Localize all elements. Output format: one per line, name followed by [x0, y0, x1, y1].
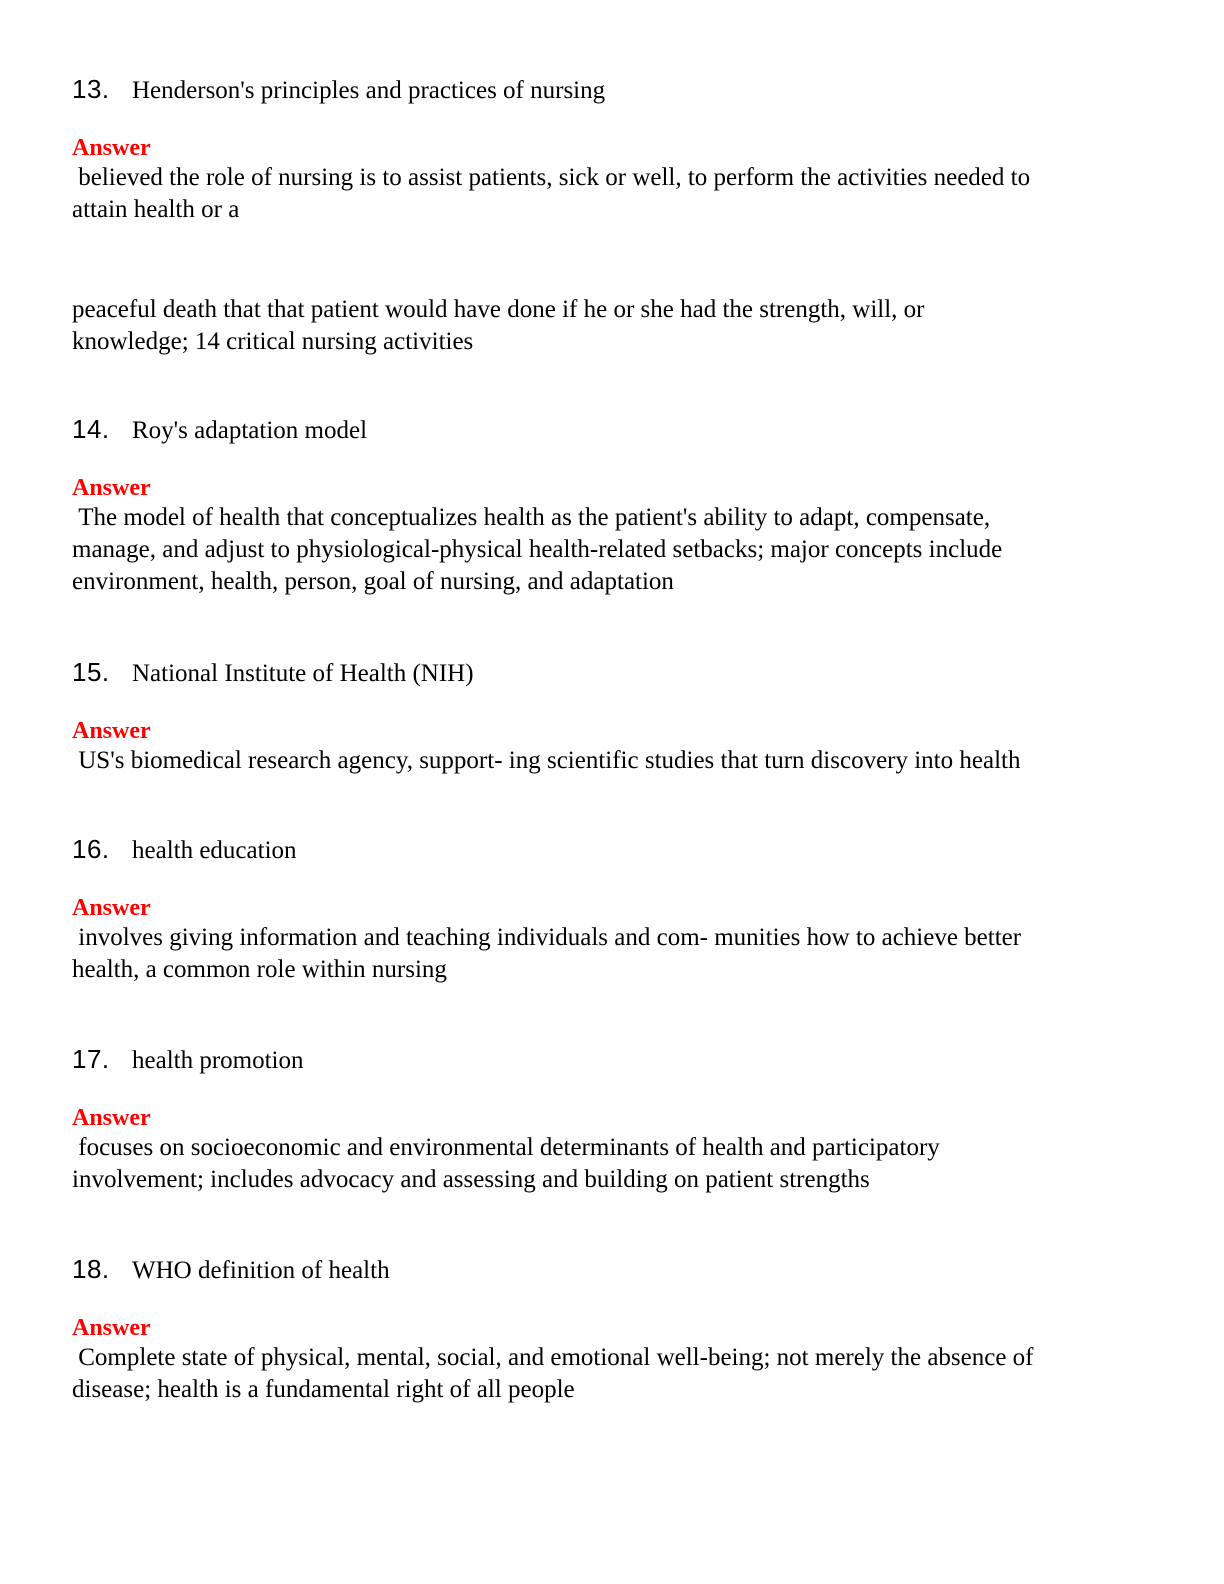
answer-label: Answer — [72, 1105, 151, 1131]
question-term: WHO definition of health — [132, 1257, 390, 1284]
question-header — [72, 834, 1152, 868]
answer-label: Answer — [72, 135, 151, 161]
question-header — [72, 1044, 1152, 1078]
answer-text-continued: peaceful death that that patient would have done if he or she had the strength, will, or knowledge; 14 critical nursing activities — [72, 296, 925, 355]
question-block-18 — [72, 1254, 1152, 1406]
question-block-15 — [72, 657, 1152, 777]
question-number: 18. — [72, 1254, 110, 1284]
answer-label: Answer — [72, 475, 151, 501]
answer-text: Complete state of physical, mental, social, and emotional well-being; not merely the absence of disease; health is a fundamental right of all people — [72, 1344, 1034, 1403]
question-term: health promotion — [132, 1047, 304, 1074]
answer-text: involves giving information and teaching individuals and com- munities how to achieve better health, a common role within nursing — [72, 924, 1022, 983]
question-header — [72, 414, 1152, 448]
question-term: Roy's adaptation model — [132, 417, 368, 444]
question-block-17 — [72, 1044, 1152, 1196]
question-block-13 — [72, 74, 1152, 358]
question-header — [72, 74, 1152, 108]
question-term: health education — [132, 837, 297, 864]
answer-label: Answer — [72, 1315, 151, 1341]
question-term: Henderson's principles and practices of nursing — [132, 77, 606, 104]
answer-text: US's biomedical research agency, support- ing scientific studies that turn discovery into health — [72, 747, 1021, 774]
question-number: 13. — [72, 74, 110, 104]
answer-text: believed the role of nursing is to assist patients, sick or well, to perform the activities needed to attain health or a — [72, 164, 1031, 223]
question-number: 14. — [72, 414, 110, 444]
question-number: 16. — [72, 834, 110, 864]
question-block-14 — [72, 414, 1152, 598]
question-header — [72, 1254, 1152, 1288]
question-header — [72, 657, 1152, 691]
question-number: 17. — [72, 1044, 110, 1074]
answer-text: The model of health that conceptualizes health as the patient's ability to adapt, compensate, manage, and adjust to physiological-physical health-related setbacks; major concepts include environment, health, person, goal of nursing, and adaptation — [72, 504, 1003, 595]
question-block-16 — [72, 834, 1152, 986]
answer-label: Answer — [72, 895, 151, 921]
question-number: 15. — [72, 657, 110, 687]
answer-label: Answer — [72, 718, 151, 744]
answer-text: focuses on socioeconomic and environmental determinants of health and participatory involvement; includes advocacy and assessing and building on patient strengths — [72, 1134, 940, 1193]
question-term: National Institute of Health (NIH) — [132, 660, 474, 687]
